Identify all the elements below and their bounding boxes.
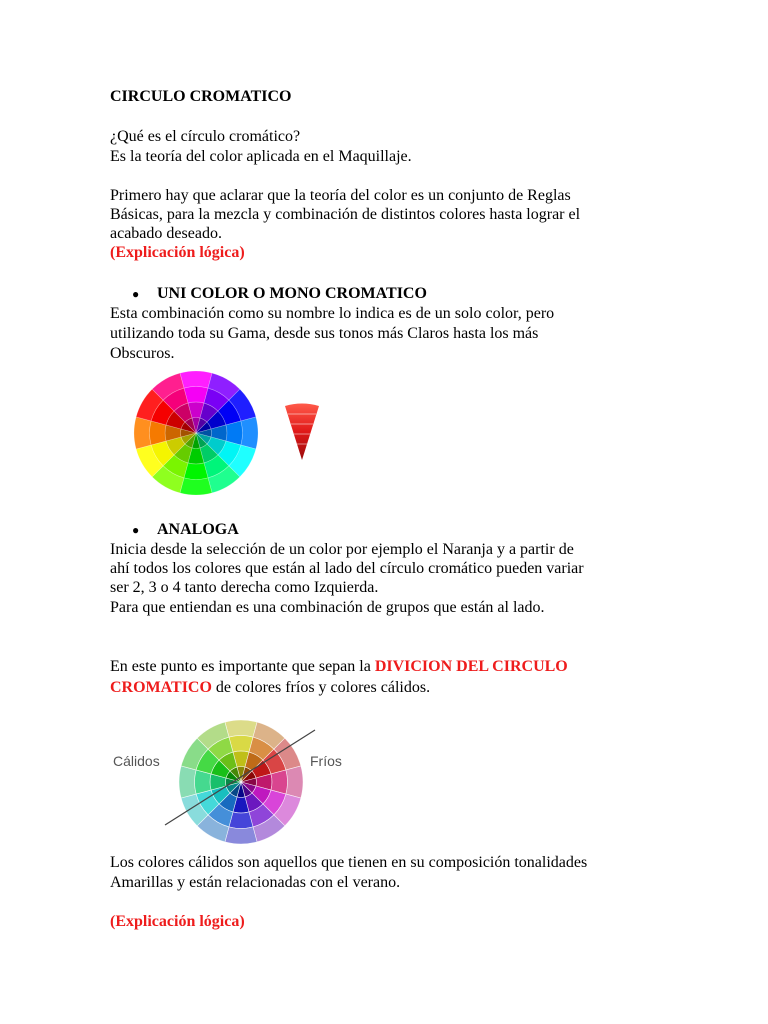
paragraph-line: ser 2, 3 o 4 tanto derecha como Izquierda. [110,579,379,596]
division-prefix: En este punto es importante que sepan la [110,658,375,675]
wheel-segment [241,417,258,449]
wheel-segment [180,478,212,495]
division-suffix: de colores fríos y colores cálidos. [211,679,431,696]
monochrome-cone-image [282,396,322,466]
section-heading-analoga: ANALOGA [157,521,239,538]
label-frios: Fríos [310,753,342,769]
paragraph-line: Básicas, para la mezcla y combinación de distintos colores hasta lograr el [110,206,581,223]
division-line [160,710,340,830]
paragraph-line: Amarillas y están relacionadas con el verano. [110,874,401,891]
wheel-segment [134,417,151,449]
paragraph-line: utilizando toda su Gama, desde sus tonos más Claros hasta los más [110,325,539,342]
paragraph-line: Para que entiendan es una combinación de grupos que están al lado. [110,599,545,616]
explanation-note: (Explicación lógica) [110,913,245,930]
division-highlight: DIVICION DEL CIRCULO [374,658,568,675]
label-calidos: Cálidos [113,753,160,769]
intro-answer: Es la teoría del color aplicada en el Maquillaje. [110,148,412,165]
division-line-1 [110,657,568,677]
intro-question: ¿Qué es el círculo cromático? [110,128,301,145]
explanation-note: (Explicación lógica) [110,244,245,261]
section-heading-mono: UNI COLOR O MONO CROMATICO [157,285,427,302]
cone-shape [285,404,319,461]
bullet-dot: ● [132,523,140,537]
bullet-dot: ● [132,287,140,301]
paragraph-line: Inicia desde la selección de un color por ejemplo el Naranja y a partir de [110,541,574,558]
division-highlight: CROMATICO [110,679,212,696]
paragraph-line: Los colores cálidos son aquellos que tienen en su composición tonalidades [110,854,588,871]
color-wheel-image [131,368,261,498]
paragraph-line: Obscuros. [110,345,175,362]
division-line-2 [110,678,430,698]
paragraph-line: acabado deseado. [110,225,222,242]
paragraph-line: ahí todos los colores que están al lado del círculo cromático pueden variar [110,560,584,577]
wheel-segment [180,371,212,388]
paragraph-line: Primero hay que aclarar que la teoría del color es un conjunto de Reglas [110,187,571,204]
paragraph-line: Esta combinación como su nombre lo indica es de un solo color, pero [110,305,555,322]
page-title: CIRCULO CROMATICO [110,88,292,105]
